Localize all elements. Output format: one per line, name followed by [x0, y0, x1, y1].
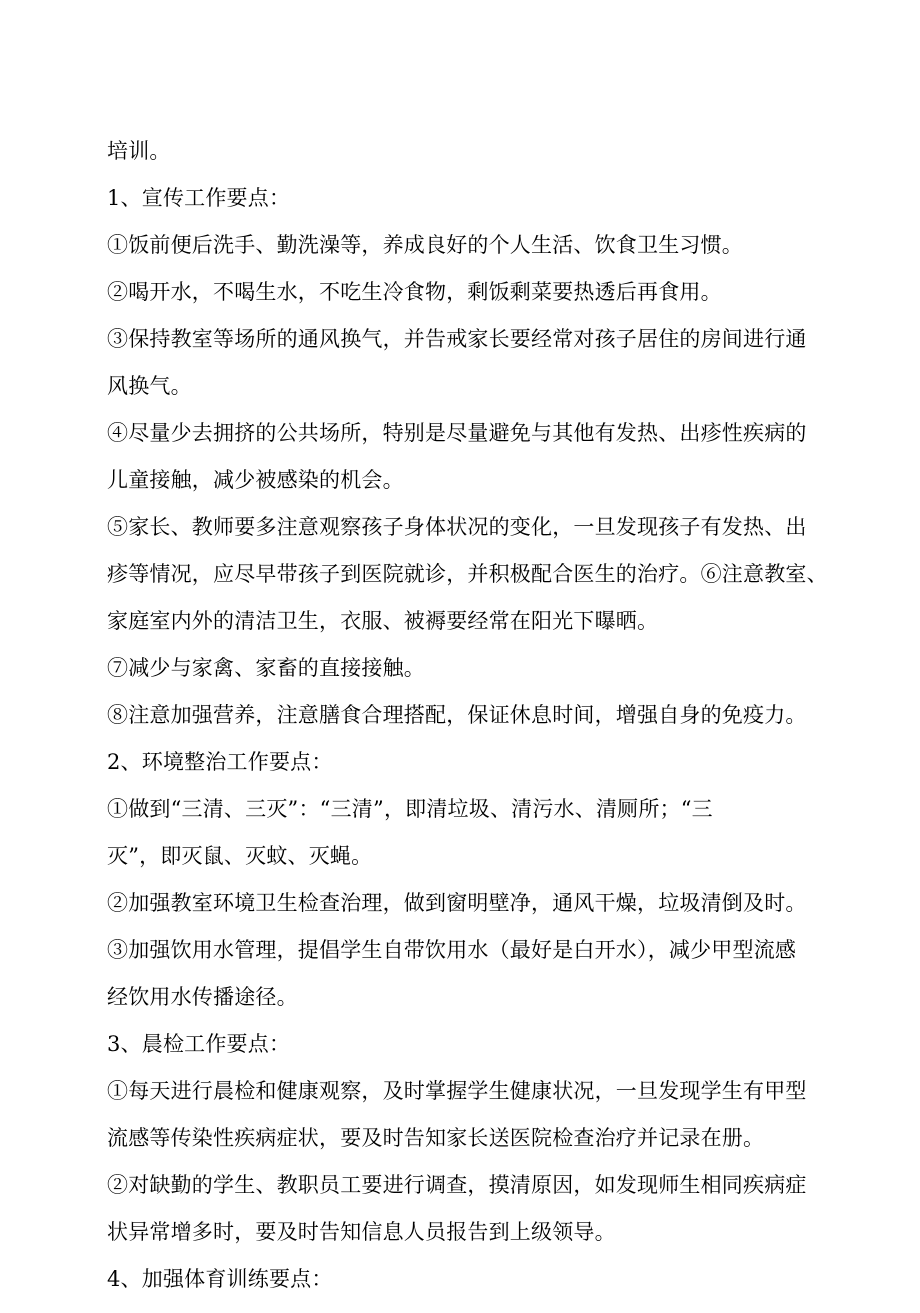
- text-line: ①每天进行晨检和健康观察，及时掌握学生健康状况，一旦发现学生有甲型: [107, 1079, 807, 1103]
- text-line: ②对缺勤的学生、教职员工要进行调查，摸清原因，如发现师生相同疾病症: [107, 1173, 807, 1197]
- section-heading: 4、加强体育训练要点：: [107, 1267, 333, 1291]
- text-line: 培训。: [107, 139, 171, 163]
- text-line: ②加强教室环境卫生检查治理，做到窗明壁净，通风干燥，垃圾清倒及时。: [107, 891, 807, 915]
- text-line: 儿童接触，减少被感染的机会。: [107, 468, 404, 492]
- text-line: ⑧注意加强营养，注意膳食合理搭配，保证休息时间，增强自身的免疫力。: [107, 703, 807, 727]
- text-line: ⑦减少与家禽、家畜的直接接触。: [107, 656, 425, 680]
- text-line: ②喝开水，不喝生水，不吃生冷食物，剩饭剩菜要热透后再食用。: [107, 280, 722, 304]
- text-line: ①饭前便后洗手、勤洗澡等，养成良好的个人生活、饮食卫生习惯。: [107, 233, 743, 257]
- text-line: ⑤家长、教师要多注意观察孩子身体状况的变化，一旦发现孩子有发热、出: [107, 515, 807, 539]
- text-line: ③加强饮用水管理，提倡学生自带饮用水（最好是白开水），减少甲型流感: [107, 938, 797, 962]
- text-line: ③保持教室等场所的通风换气，并告戒家长要经常对孩子居住的房间进行通: [107, 327, 807, 351]
- document-body: [107, 138, 827, 1313]
- text-line: 疹等情况，应尽早带孩子到医院就诊，并积极配合医生的治疗。⑥注意教室、: [107, 562, 828, 586]
- text-line: ①做到“三清、三灭”：“三清”，即清垃圾、清污水、清厕所；“三: [107, 797, 713, 821]
- text-line: ④尽量少去拥挤的公共场所，特别是尽量避免与其他有发热、出疹性疾病的: [107, 421, 807, 445]
- text-line: 灭”，即灭鼠、灭蚊、灭蝇。: [107, 844, 373, 868]
- text-line: 流感等传染性疾病症状，要及时告知家长送医院检查治疗并记录在册。: [107, 1126, 765, 1150]
- text-line: 经饮用水传播途径。: [107, 985, 298, 1009]
- section-heading: 1、宣传工作要点：: [107, 186, 291, 210]
- text-line: 家庭室内外的清洁卫生，衣服、被褥要经常在阳光下曝晒。: [107, 609, 659, 633]
- section-heading: 2、环境整治工作要点：: [107, 750, 333, 774]
- text-line: 状异常增多时，要及时告知信息人员报告到上级领导。: [107, 1220, 616, 1244]
- text-line: 风换气。: [107, 374, 192, 398]
- section-heading: 3、晨检工作要点：: [107, 1032, 291, 1056]
